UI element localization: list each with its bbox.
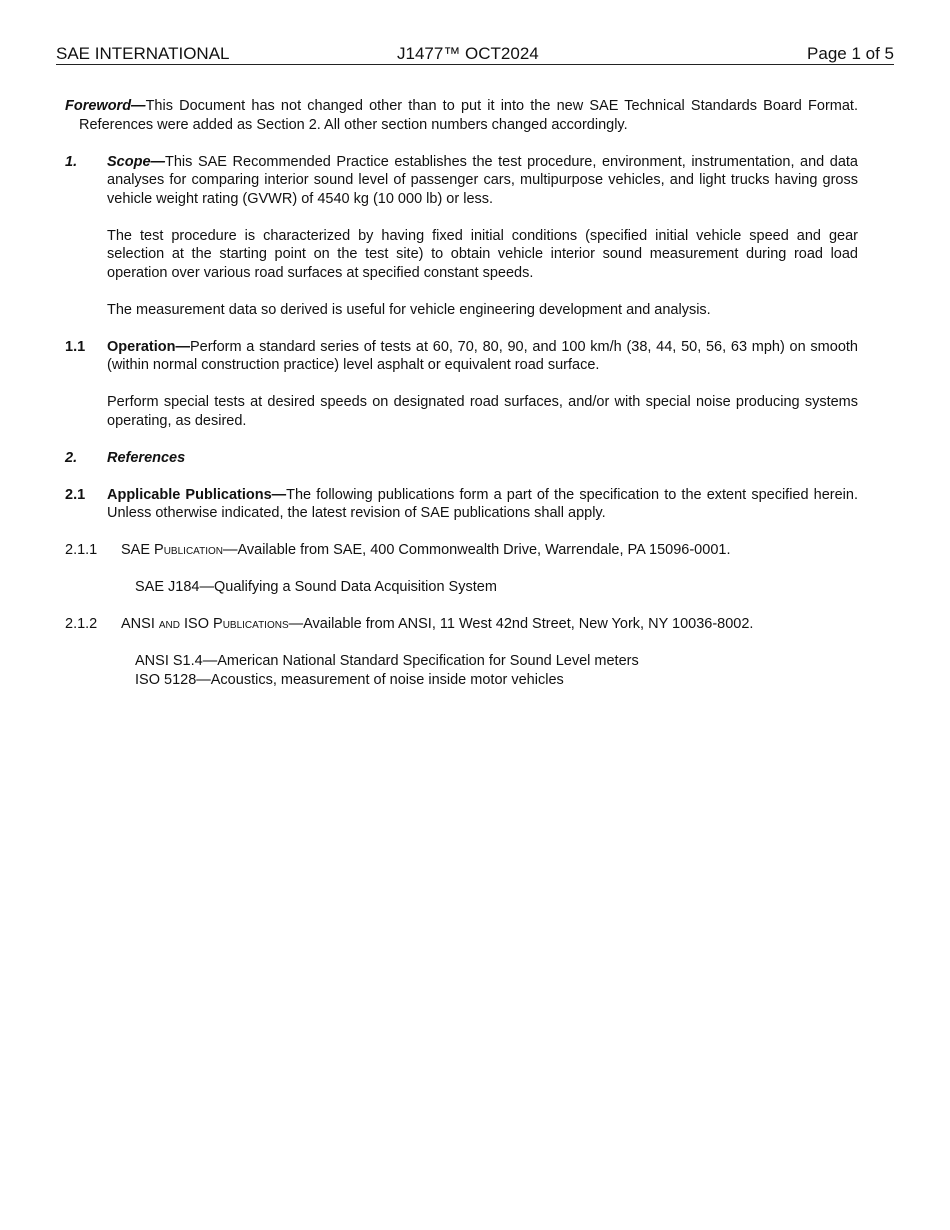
ansi-pub-paragraph [121, 615, 858, 634]
section-scope [65, 153, 858, 209]
operation-number: 1.1 [65, 338, 86, 355]
sae-pub-paragraph [121, 541, 858, 560]
foreword-text: This Document has not changed other than to put it into the new SAE Technical Standards Board Format. References were added as Section 2. All other section numbers changed accordingly. [79, 98, 858, 133]
operation-paragraph [107, 338, 858, 375]
header-page-number: Page 1 of 5 [807, 44, 894, 63]
operation-text: Perform a standard series of tests at 60, 70, 80, 90, and 100 km/h (38, 44, 50, 56, 63 mph) on smooth (within normal construction practice) level asphalt or equivalent road surface. [107, 338, 858, 373]
section-sae-publication [65, 541, 858, 560]
sae-pub-text: —Available from SAE, 400 Commonwealth Drive, Warrendale, PA 15096-0001. [222, 542, 731, 558]
scope-text: This SAE Recommended Practice establishes the test procedure, environment, instrumentation, and data analyses for comparing interior sound level of passenger cars, multipurpose vehicles, and light trucks having gross vehicle weight rating (GVWR) of 4540 kg (10 000 lb) or less. [107, 153, 858, 207]
sae-pub-reference-list [65, 578, 858, 597]
reference-item: ISO 5128—Acoustics, measurement of noise inside motor vehicles [135, 671, 564, 688]
scope-number: 1. [65, 153, 78, 170]
page-header [56, 44, 894, 65]
section-applicable-publications [65, 486, 858, 523]
scope-paragraph-2: The test procedure is characterized by having fixed initial conditions (specified initial vehicle speed and gear selection at the starting point on the test site) to obtain vehicle interior sound measurement during road load operation over various road surfaces at specified constant speeds. [107, 227, 858, 281]
scope-paragraph [107, 153, 858, 209]
ansi-pub-reference-list [65, 652, 858, 689]
operation-label: Operation— [107, 338, 190, 355]
foreword-label: Foreword— [65, 98, 146, 114]
scope-label: Scope— [107, 153, 166, 170]
foreword-paragraph [65, 97, 858, 134]
applicable-number: 2.1 [65, 486, 86, 503]
references-heading: References [107, 449, 186, 466]
operation-paragraph-2: Perform special tests at desired speeds on designated road surfaces, and/or with special noise producing systems operating, as desired. [107, 394, 858, 429]
section-references [65, 449, 858, 468]
header-doc-id: J1477™ OCT2024 [397, 44, 539, 63]
reference-item: SAE J184—Qualifying a Sound Data Acquisition System [135, 579, 497, 595]
section-operation [65, 338, 858, 375]
applicable-label: Applicable Publications— [107, 486, 287, 503]
ansi-pub-text: —Available from ANSI, 11 West 42nd Street, New York, NY 10036-8002. [288, 616, 754, 632]
header-org: SAE INTERNATIONAL [56, 44, 230, 63]
ansi-pub-number: 2.1.2 [65, 616, 98, 632]
scope-paragraph-3: The measurement data so derived is useful for vehicle engineering development and analysis. [107, 301, 711, 318]
sae-pub-label: SAE Publication [121, 542, 223, 558]
ansi-pub-label: ANSI and ISO Publications [121, 616, 289, 632]
sae-pub-number: 2.1.1 [65, 542, 98, 558]
section-ansi-iso-publications [65, 615, 858, 634]
applicable-paragraph [107, 486, 858, 523]
document-body [65, 97, 858, 689]
references-number: 2. [65, 449, 78, 466]
applicable-text: The following publications form a part of the specification to the extent specified herein. Unless otherwise indicated, the latest revision of SAE publications shall apply. [107, 486, 858, 521]
reference-item: ANSI S1.4—American National Standard Specification for Sound Level meters [135, 653, 639, 669]
